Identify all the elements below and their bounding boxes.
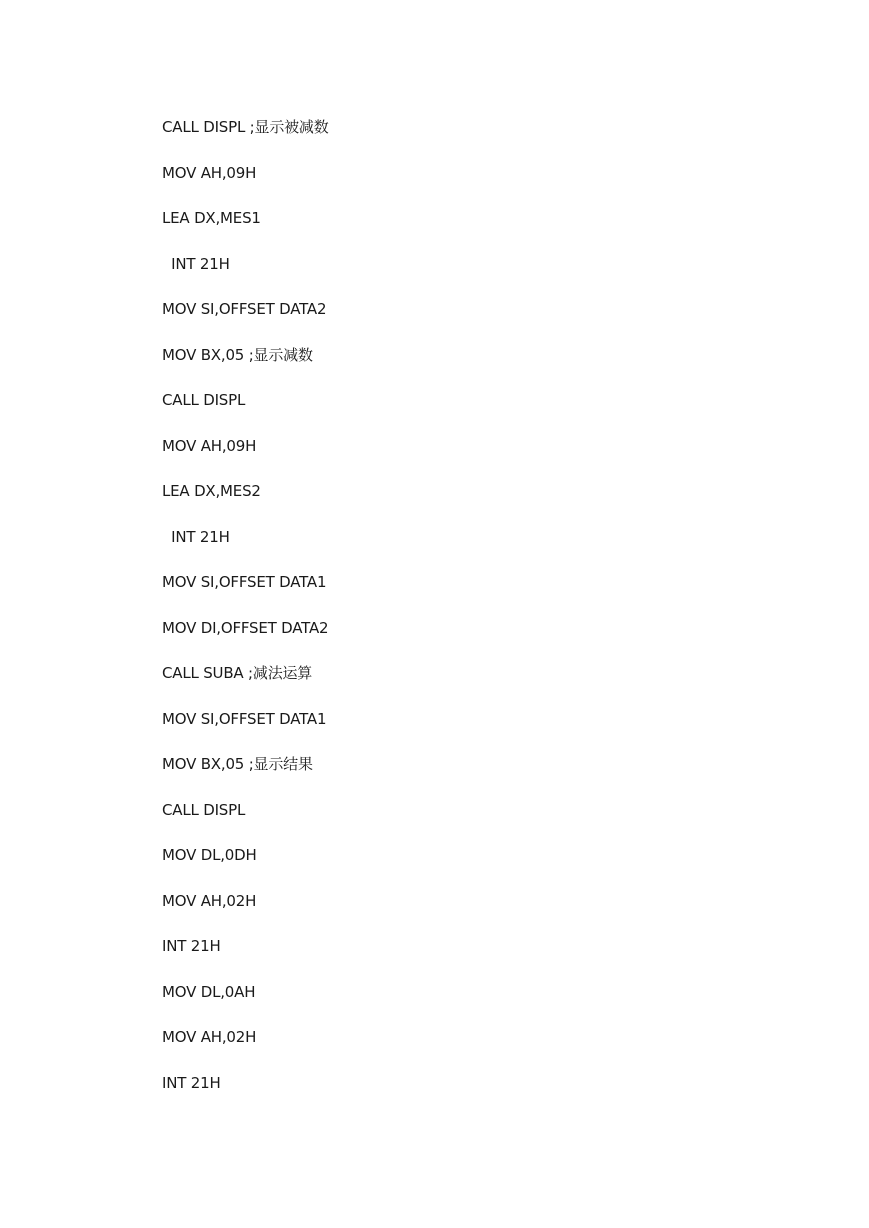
assembly-code-listing — [162, 117, 329, 1118]
code-line: MOV SI,OFFSET DATA2 — [162, 300, 327, 318]
code-line: CALL DISPL — [162, 391, 246, 409]
code-line: INT 21H — [162, 937, 221, 955]
code-line: MOV BX,05 ;显示减数 — [162, 345, 313, 364]
code-line: MOV AH,02H — [162, 891, 257, 910]
code-line: CALL SUBA ;减法运算 — [162, 664, 313, 682]
code-line: MOV BX,05 ;显示结果 — [162, 755, 313, 773]
code-line: MOV AH,09H — [162, 163, 257, 182]
code-line: MOV SI,OFFSET DATA1 — [162, 709, 327, 728]
code-line: LEA DX,MES1 — [162, 209, 261, 227]
code-line: CALL DISPL — [162, 800, 246, 819]
code-line: MOV AH,02H — [162, 1028, 257, 1046]
code-line: MOV AH,09H — [162, 436, 257, 455]
code-line: MOV DI,OFFSET DATA2 — [162, 618, 329, 637]
code-line: MOV DL,0DH — [162, 846, 257, 864]
code-line: CALL DISPL ;显示被减数 — [162, 118, 329, 136]
code-line: MOV SI,OFFSET DATA1 — [162, 573, 327, 591]
code-line: MOV DL,0AH — [162, 982, 256, 1001]
code-line: INT 21H — [162, 254, 230, 273]
code-line: INT 21H — [162, 527, 230, 546]
code-line: LEA DX,MES2 — [162, 482, 261, 500]
code-line: INT 21H — [162, 1073, 221, 1092]
